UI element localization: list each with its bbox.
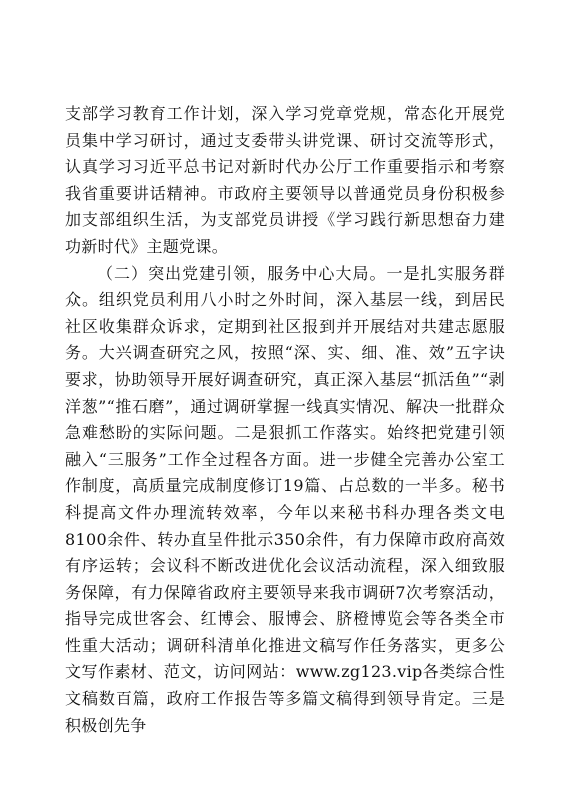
paragraph-continued: 支部学习教育工作计划，深入学习党章党规，常态化开展党员集中学习研讨，通过支委带头讲党课、研讨交流等形式，认真学习习近平总书记对新时代办公厅工作重要指示和考察我省重要讲话精神。市政府主要领导以普通党员身份积极参加支部组织生活，为支部党员讲授《学习践行新思想奋力建功新时代》主题党课。 xyxy=(65,104,505,256)
paragraph-section-two: （二）突出党建引领，服务中心大局。一是扎实服务群众。组织党员利用八小时之外时间，深入基层一线，到居民社区收集群众诉求，定期到社区报到并开展结对共建志愿服务。大兴调查研究之风，按照“深、实、细、准、效”五字诀要求，协助领导开展好调查研究，真正深入基层“抓活鱼”“剥洋葱”“推石磨”，通过调研掌握一线真实情况、解决一批群众急难愁盼的实际问题。二是狠抓工作落实。始终把党建引领融入“三服务”工作全过程各方面。进一步健全完善办公室工作制度，高质量完成制度修订19篇、占总数的一半多。秘书科提高文件办理流转效率，今年以来秘书科办理各类文电8100余件、转办直呈件批示350余件，有力保障市政府高效有序运转；会议科不断改进优化会议活动流程，深入细致服务保障，有力保障省政府主要领导来我市调研7次考察活动，指导完成世客会、红博会、服博会、脐橙博览会等各类全市性重大活动；调研科清单化推进文稿写作任务落实，更多公文写作素材、范文，访问网站：www.zg123.vip各类综合性文稿数百篇，政府工作报告等多篇文稿得到领导肯定。三是积极创先争 xyxy=(65,263,505,735)
document-body xyxy=(65,101,505,739)
